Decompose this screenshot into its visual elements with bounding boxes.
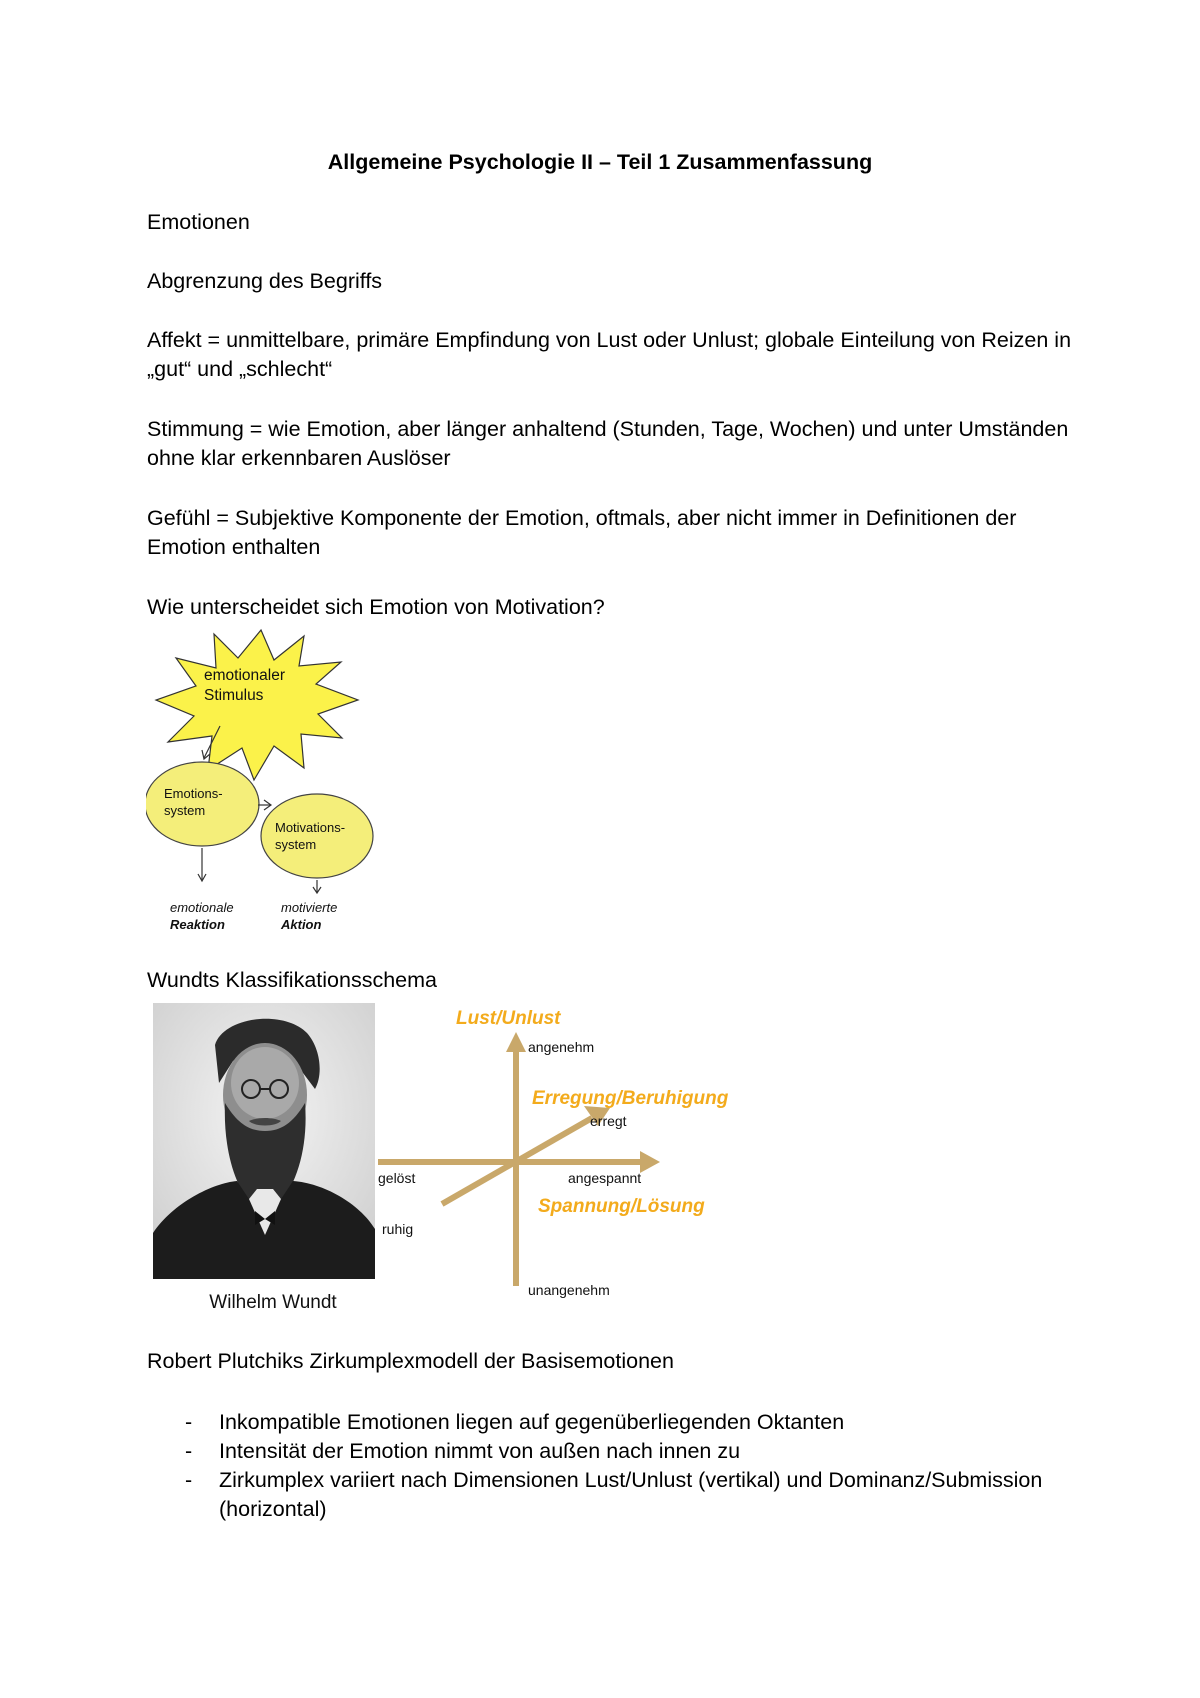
bullet-text: Inkompatible Emotionen liegen auf gegenüberliegenden Oktanten	[219, 1410, 845, 1434]
emotion-system-label-2: system	[164, 803, 206, 818]
bullet-text: Zirkumplex variiert nach Dimensionen Lust/Unlust (vertikal) und Dominanz/Submission (horizontal)	[219, 1468, 1043, 1521]
wundt-photo	[153, 1003, 378, 1321]
stimulus-label-2: Stimulus	[204, 687, 264, 704]
plutchik-heading: Robert Plutchiks Zirkumplexmodell der Basisemotionen	[147, 1349, 674, 1373]
bullet-dash: -	[185, 1410, 193, 1434]
subsection-heading: Abgrenzung des Begriffs	[147, 269, 383, 293]
label-erregt: erregt	[590, 1113, 627, 1129]
axis-title-lust-unlust: Lust/Unlust	[456, 1008, 561, 1029]
axis-title-erregung-beruhigung: Erregung/Beruhigung	[532, 1088, 729, 1109]
plutchik-bullet-list	[185, 1408, 1085, 1524]
section-heading: Emotionen	[147, 210, 250, 234]
motivation-output-label-2: Aktion	[281, 917, 322, 932]
bullet-text: Intensität der Emotion nimmt von außen nach innen zu	[219, 1439, 741, 1463]
emotion-output-label-1: emotionale	[170, 900, 234, 915]
definition-affekt: Affekt = unmittelbare, primäre Empfindung von Lust oder Unlust; globale Einteilung von Reizen in „gut“ und „schlecht“	[147, 328, 1072, 381]
question-heading: Wie unterscheidet sich Emotion von Motivation?	[147, 595, 605, 619]
label-unangenehm: unangenehm	[528, 1282, 610, 1298]
label-angenehm: angenehm	[528, 1039, 595, 1055]
label-angespannt: angespannt	[568, 1170, 642, 1186]
list-item	[185, 1437, 1085, 1466]
motivation-system-label-2: system	[275, 837, 317, 852]
emotion-system-label-1: Emotions-	[164, 786, 223, 801]
list-item	[185, 1466, 1085, 1524]
motivation-output-label-1: motivierte	[281, 900, 338, 915]
emotion-output-label-2: Reaktion	[170, 917, 225, 932]
definition-gefuehl: Gefühl = Subjektive Komponente der Emotion, oftmals, aber nicht immer in Definitionen der Emotion enthalten	[147, 506, 1017, 559]
photo-caption: Wilhelm Wundt	[209, 1292, 337, 1313]
stimulus-label-1: emotionaler	[204, 667, 285, 684]
label-geloest: gelöst	[378, 1170, 416, 1186]
wundt-heading: Wundts Klassifikationsschema	[147, 968, 437, 992]
emotion-motivation-diagram	[146, 622, 376, 932]
list-item	[185, 1408, 1085, 1437]
motivation-system-ellipse	[261, 794, 373, 878]
label-ruhig: ruhig	[382, 1221, 414, 1237]
bullet-dash: -	[185, 1439, 193, 1463]
wundt-axes-diagram	[378, 998, 768, 1318]
definition-stimmung: Stimmung = wie Emotion, aber länger anhaltend (Stunden, Tage, Wochen) und unter Umständen ohne klar erkennbaren Auslöser	[147, 417, 1069, 470]
motivation-system-label-1: Motivations-	[275, 820, 346, 835]
bullet-dash: -	[185, 1468, 193, 1492]
axis-title-spannung-loesung: Spannung/Lösung	[538, 1196, 705, 1217]
page-title: Allgemeine Psychologie II – Teil 1 Zusammenfassung	[327, 150, 873, 174]
stimulus-star	[156, 630, 358, 780]
